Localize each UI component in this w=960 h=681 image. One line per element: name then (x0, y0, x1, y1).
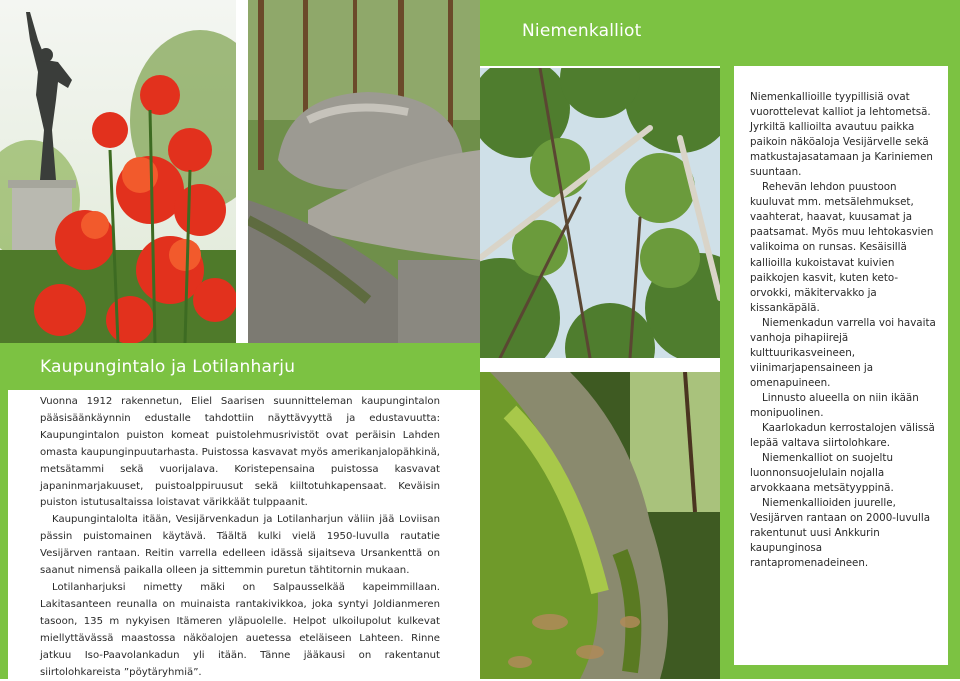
left-edge-strip (0, 390, 8, 679)
mossy-rock-image (480, 372, 720, 679)
left-paragraph: Vuonna 1912 rakennetun, Eliel Saarisen suunnitteleman kaupungintalon pääsisäänkäynnin edustalle tahdottiin näyttävyyttä ja edustavuutta: Kaupungintalon puiston komeat puistolehmusrivistöt ovat peräisin Lahden omasta kaupunginpuutarhasta. Puistossa kasvavat myös amerikanjalopähkinä, metsätammi sekä vuorijalava. Koristepensaina puistossa kasvavat japaninmarjakuuset, puistoalppiruusut sekä kiiltotuhkapensaat. Keväisin puiston istutusaltaissa loistavat värikkäät tulppaanit. (40, 396, 440, 509)
tree-canopy-looking-up-photo (480, 68, 720, 358)
mossy-rock-face-photo (480, 372, 720, 679)
right-paragraph: Niemenkadun varrella voi havaita vanhoja pihapiirejä kulttuurikasveineen, viinimarjapensaineen ja omenapuineen. (750, 316, 936, 389)
right-edge-strip (948, 66, 960, 679)
right-paragraph: Rehevän lehdon puustoon kuuluvat mm. metsälehmukset, vaahterat, haavat, kuusamat ja paatsamat. Myös muu lehtokasvien valikoima on runsas. Kesäisillä kallioilla kukoistavat kuivien paikkojen kasvit, kuten keto-orvokki, mäkitervakko ja kissankäpälä. (750, 181, 934, 314)
right-paragraph: Niemenkallioiden juurelle, Vesijärven rantaan on 2000-luvulla rakentunut uusi Ankkurin kaupunginosa rantapromenadeineen. (750, 497, 931, 570)
right-paragraph: Niemenkallioille tyypillisiä ovat vuorottelevat kalliot ja lehtometsä. Jyrkiltä kallioilta avautuu paikka paikoin näköaloja Vesijärvelle sekä matkustajasatamaan ja Kariniemen suuntaan. (750, 91, 933, 179)
boulder-forest-image (248, 0, 480, 343)
bottom-green-strip (734, 665, 948, 679)
right-paragraph: Niemenkalliot on suojeltu luonnonsuojelulain nojalla arvokkaana metsätyyppinä. (750, 452, 894, 495)
right-green-strip (720, 66, 734, 679)
statue-geraniums-image (0, 0, 236, 343)
right-body-text (750, 90, 936, 572)
statue-and-red-geraniums-photo (0, 0, 236, 343)
left-body-text (40, 394, 440, 681)
right-paragraph: Linnusto alueella on niin ikään monipuolinen. (750, 391, 919, 419)
canopy-image (480, 68, 720, 358)
right-paragraph: Kaarlokadun kerrostalojen välissä lepää valtava siirtolohkare. (750, 422, 935, 450)
left-section-heading: Kaupungintalo ja Lotilanharju (40, 357, 296, 377)
mossy-boulders-pine-forest-photo (248, 0, 480, 343)
right-section-heading: Niemenkalliot (522, 21, 642, 41)
left-paragraph: Kaupungintalolta itään, Vesijärvenkadun ja Lotilanharjun väliin jää Loviisan pässin puistomainen käytävä. Täältä kulki vielä 1950-luvulla rautatie Vesijärven rantaan. Reitin varrella edelleen idässä sijaitseva Ursankenttä on saanut nimensä paikalla olleen ja sittemmin puretun tähtitornin mukaan. (40, 514, 440, 577)
left-paragraph: Lotilanharjuksi nimetty mäki on Salpausselkää kapeimmillaan. Lakitasanteen reunalla on muinaista rantakivikkoa, joka syntyi Joldianmeren tasoon, 135 m nykyisen Itämeren yläpuolelle. Helpot ulkoilupolut kulkevat miellyttävässä maastossa näköalojen auetessa eteläiseen Lahteen. Rinne jatkuu Iso-Paavolankadun yli itään. Tänne jääkausi on rakentanut siirtolohkareista ”pöytäryhmiä”. (40, 581, 440, 678)
